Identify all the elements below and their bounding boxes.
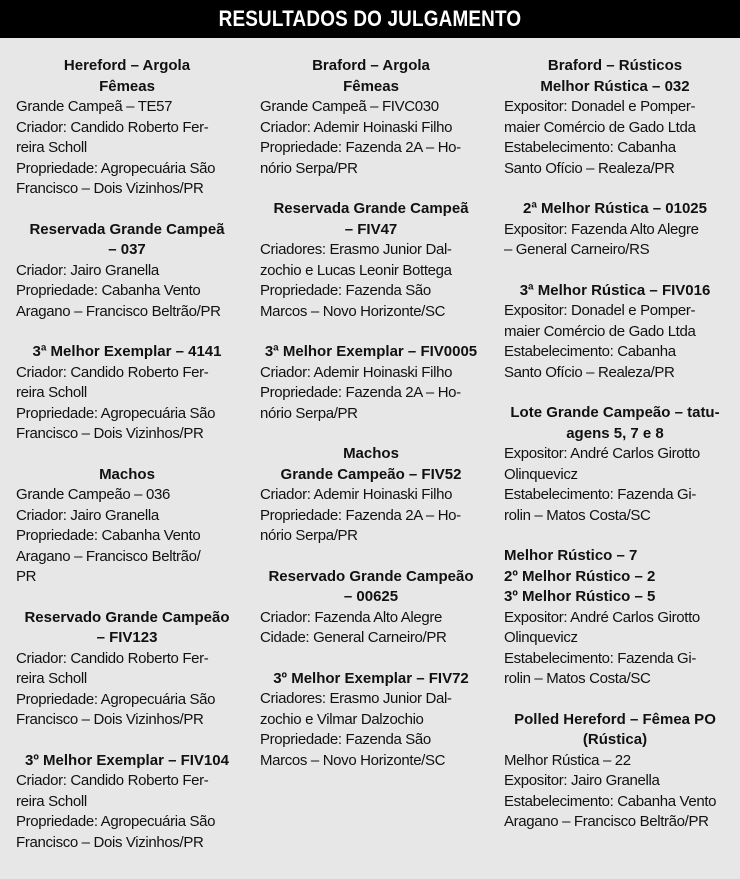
category-heading: Hereford – Argola (63, 57, 191, 74)
result-detail-line: maier Comércio de Gado Ltda (504, 322, 696, 340)
column-hereford (16, 56, 238, 873)
result-detail-line: Grande Campeã – TE57 (16, 98, 173, 115)
result-detail-line: Propriedade: Agropecuária São (16, 159, 216, 177)
result-detail-line: Olinquevicz (504, 465, 578, 483)
result-detail-line: zochio e Lucas Leonir Bottega (260, 261, 452, 279)
category-heading: Fêmeas (343, 77, 399, 95)
result-detail-line: Criadores: Erasmo Junior Dal- (260, 690, 452, 707)
column-braford-argola (260, 56, 482, 791)
result-detail-line: Propriedade: Cabanha Vento (16, 282, 201, 299)
category-heading: – 00625 (343, 588, 399, 605)
result-block (260, 669, 482, 772)
result-detail-line: PR (16, 568, 37, 585)
result-block (16, 465, 238, 588)
result-detail-line: Aragano – Francisco Beltrão/PR (504, 813, 709, 830)
category-heading: Polled Hereford – Fêmea PO (514, 710, 716, 728)
category-heading: Grande Campeão – FIV52 (280, 465, 462, 483)
result-detail-line: Propriedade: Agropecuária São (16, 690, 216, 708)
result-detail-line: Marcos – Novo Horizonte/SC (260, 751, 446, 769)
category-heading: Reservada Grande Campeã (29, 220, 225, 238)
result-detail-line: Criador: Candido Roberto Fer- (16, 772, 209, 789)
result-block (260, 444, 482, 547)
award-heading: 3º Melhor Rústico – 5 (504, 588, 656, 605)
result-block (504, 403, 726, 526)
result-detail-line: reira Scholl (16, 384, 87, 401)
category-heading: – FIV47 (344, 220, 398, 238)
category-heading: (Rústica) (582, 731, 648, 748)
result-detail-line: Expositor: Jairo Granella (504, 772, 660, 789)
result-detail-line: Marcos – Novo Horizonte/SC (260, 302, 446, 320)
result-detail-line: Melhor Rústica – 22 (504, 751, 631, 769)
result-detail-line: Propriedade: Fazenda São (260, 731, 431, 748)
result-detail-line: Propriedade: Fazenda São (260, 282, 431, 299)
result-detail-line: reira Scholl (16, 670, 87, 687)
category-heading: 3ª Melhor Rústica – FIV016 (519, 281, 711, 299)
result-detail-line: Estabelecimento: Cabanha Vento (504, 792, 717, 810)
column-braford-rusticos (504, 56, 726, 853)
result-block (504, 56, 726, 179)
category-heading: 2ª Melhor Rústica – 01025 (523, 200, 707, 217)
result-detail-line: Grande Campeão – 036 (16, 486, 170, 503)
result-detail-line: reira Scholl (16, 792, 87, 810)
result-detail-line: Santo Ofício – Realeza/PR (504, 363, 675, 381)
page-title: RESULTADOS DO JULGAMENTO (218, 6, 522, 31)
result-detail-line: maier Comércio de Gado Ltda (504, 118, 696, 136)
result-detail-line: Francisco – Dois Vizinhos/PR (16, 711, 204, 728)
result-detail-line: Expositor: Donadel e Pomper- (504, 302, 696, 319)
result-detail-line: Estabelecimento: Cabanha (504, 343, 676, 360)
result-detail-line: Propriedade: Fazenda 2A – Ho- (260, 384, 461, 401)
result-block (16, 220, 238, 323)
result-detail-line: Propriedade: Cabanha Vento (16, 527, 201, 544)
result-detail-line: nório Serpa/PR (260, 159, 358, 177)
result-detail-line: Propriedade: Fazenda 2A – Ho- (260, 139, 461, 156)
category-heading: Fêmeas (99, 77, 155, 95)
result-detail-line: Criador: Jairo Granella (16, 506, 159, 524)
category-heading: Machos (99, 465, 155, 483)
category-heading: Reservado Grande Campeão (24, 608, 230, 626)
result-detail-line: Francisco – Dois Vizinhos/PR (16, 180, 204, 197)
result-detail-line: Aragano – Francisco Beltrão/PR (16, 302, 221, 320)
result-detail-line: Criador: Ademir Hoinaski Filho (260, 486, 453, 503)
result-detail-line: Criadores: Erasmo Junior Dal- (260, 241, 452, 258)
result-block (504, 710, 726, 833)
result-detail-line: Aragano – Francisco Beltrão/ (16, 547, 201, 565)
result-detail-line: nório Serpa/PR (260, 404, 358, 422)
result-detail-line: Expositor: André Carlos Girotto (504, 608, 700, 626)
result-detail-line: – General Carneiro/RS (504, 241, 650, 258)
result-detail-line: Propriedade: Fazenda 2A – Ho- (260, 506, 461, 524)
result-detail-line: Santo Ofício – Realeza/PR (504, 159, 675, 177)
category-heading: 3ª Melhor Exemplar – FIV0005 (264, 343, 478, 360)
result-detail-line: Criador: Jairo Granella (16, 261, 159, 279)
category-heading: Braford – Argola (312, 57, 430, 74)
result-detail-line: Expositor: Donadel e Pomper- (504, 98, 696, 115)
result-detail-line: Francisco – Dois Vizinhos/PR (16, 425, 204, 442)
result-detail-line: nório Serpa/PR (260, 527, 358, 544)
result-detail-line: Expositor: André Carlos Girotto (504, 445, 700, 462)
result-block (16, 751, 238, 854)
title-bar (0, 0, 740, 38)
award-heading: Melhor Rústico – 7 (504, 547, 638, 564)
result-block (260, 199, 482, 322)
result-detail-line: Criador: Ademir Hoinaski Filho (260, 118, 453, 136)
category-heading: 3º Melhor Exemplar – FIV72 (273, 669, 469, 687)
category-heading: Machos (343, 445, 399, 462)
category-heading: 3º Melhor Exemplar – FIV104 (25, 751, 229, 769)
result-detail-line: Francisco – Dois Vizinhos/PR (16, 833, 204, 851)
result-block (16, 56, 238, 200)
result-block (16, 342, 238, 445)
category-heading: – FIV123 (96, 629, 158, 646)
result-block (504, 546, 726, 690)
result-detail-line: Expositor: Fazenda Alto Alegre (504, 220, 699, 238)
result-detail-line: Propriedade: Agropecuária São (16, 404, 216, 422)
result-detail-line: Estabelecimento: Cabanha (504, 139, 676, 156)
result-detail-line: Estabelecimento: Fazenda Gi- (504, 649, 696, 667)
result-block (260, 342, 482, 424)
result-detail-line: zochio e Vilmar Dalzochio (260, 710, 424, 728)
result-detail-line: Estabelecimento: Fazenda Gi- (504, 486, 696, 503)
result-detail-line: Propriedade: Agropecuária São (16, 813, 216, 830)
category-heading: 3ª Melhor Exemplar – 4141 (32, 343, 222, 360)
result-detail-line: Criador: Candido Roberto Fer- (16, 363, 209, 381)
result-detail-line: Olinquevicz (504, 629, 578, 646)
result-block (504, 281, 726, 384)
result-block (504, 199, 726, 261)
result-block (260, 56, 482, 179)
result-detail-line: rolin – Matos Costa/SC (504, 670, 651, 687)
category-heading: Reservada Grande Campeã (273, 200, 469, 217)
award-heading: 2º Melhor Rústico – 2 (504, 567, 656, 585)
category-heading: agens 5, 7 e 8 (566, 424, 664, 442)
result-detail-line: Grande Campeã – FIVC030 (260, 98, 439, 115)
category-heading: Braford – Rústicos (547, 57, 683, 74)
result-detail-line: Criador: Candido Roberto Fer- (16, 118, 209, 136)
category-heading: – 037 (108, 241, 146, 258)
result-detail-line: Criador: Candido Roberto Fer- (16, 649, 209, 667)
result-block (16, 608, 238, 731)
result-detail-line: Criador: Fazenda Alto Alegre (260, 608, 442, 626)
result-detail-line: Criador: Ademir Hoinaski Filho (260, 363, 453, 381)
result-detail-line: reira Scholl (16, 139, 87, 156)
category-heading: Lote Grande Campeão – tatu- (510, 404, 720, 421)
result-detail-line: Cidade: General Carneiro/PR (260, 629, 447, 646)
result-block (260, 567, 482, 649)
category-heading: Reservado Grande Campeão (268, 567, 474, 585)
category-heading: Melhor Rústica – 032 (540, 77, 690, 95)
result-detail-line: rolin – Matos Costa/SC (504, 506, 651, 524)
